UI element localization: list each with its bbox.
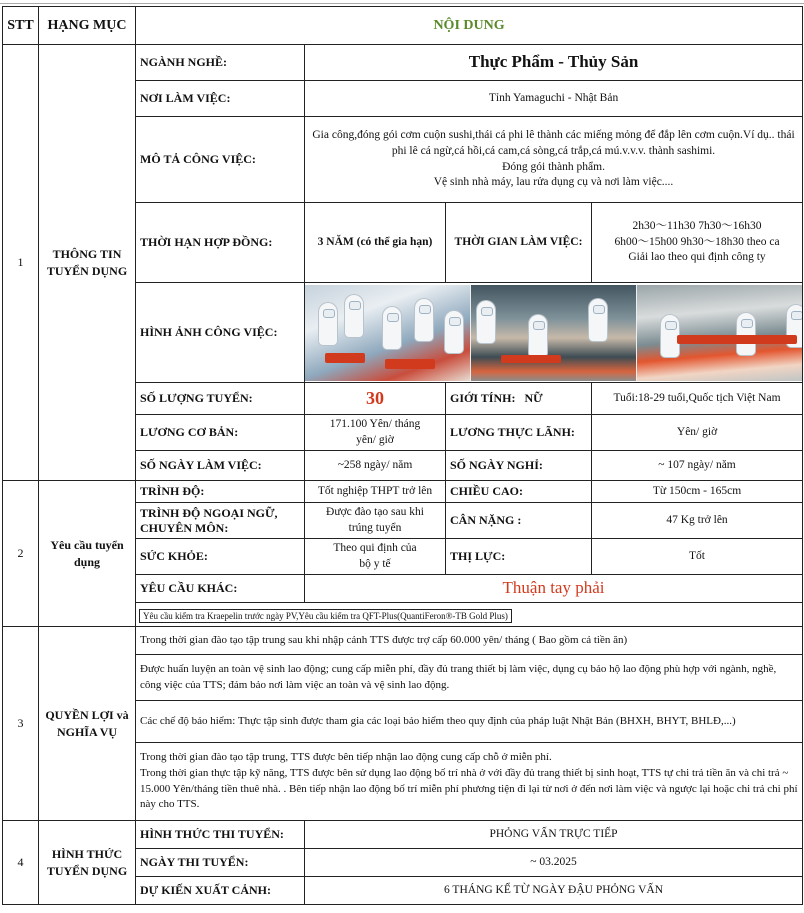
work-photo-2: [471, 285, 637, 381]
hinh-thuc-value: PHỎNG VẤN TRỰC TIẾP: [305, 821, 803, 849]
luong-thuc-value: Yên/ giờ: [592, 415, 803, 451]
section-4-stt: 4: [3, 821, 39, 905]
nganh-nghe-value: Thực Phẩm - Thủy Sản: [468, 52, 639, 72]
row-hinh-thuc: [3, 821, 803, 849]
ngoai-ngu-label: TRÌNH ĐỘ NGOẠI NGỮ, CHUYÊN MÔN:: [136, 503, 305, 539]
quyen-loi-p1: Trong thời gian đào tạo tập trung sau khi nhập cảnh TTS được trợ cấp 60.000 yên/ tháng ( Bao gồm cả tiền ăn): [136, 627, 803, 655]
mo-ta-line3: Vệ sinh nhà máy, lau rửa dụng cụ và nơi làm việc....: [433, 176, 674, 189]
thoi-gian-label: THỜI GIAN LÀM VIỆC:: [446, 203, 592, 283]
quyen-loi-p4b: Trong thời gian thực tập kỹ năng, TTS được bên sử dụng lao động bố trí nhà ở với đầy đủ trang thiết bị sinh hoạt, TTS tự chi trả tiền ăn và chi trả ~ 15.000 Yên/tháng tiền thuê nhà. . Bên tiếp nhận lao động bố trí miễn phí phương tiện đi lại từ nơi ở đến nơi làm việc và ngược lại hoặc chi trả chi phí này cho TTS.: [140, 766, 798, 811]
ngoai-ngu-line1: Được đào tạo sau khi: [326, 506, 424, 519]
so-ngay-lam-label: SỐ NGÀY LÀM VIỆC:: [136, 451, 305, 481]
section-3-title: QUYỀN LỢI và NGHĨA VỤ: [39, 627, 136, 821]
section-1-stt: 1: [3, 45, 39, 481]
section-2-title: Yêu cầu tuyển dụng: [39, 481, 136, 627]
so-ngay-nghi-value: ~ 107 ngày/ năm: [592, 451, 803, 481]
suc-khoe-label: SỨC KHỎE:: [136, 539, 305, 575]
trinh-do-value: Tốt nghiệp THPT trở lên: [305, 481, 446, 503]
can-nang-value: 47 Kg trở lên: [592, 503, 803, 539]
mo-ta-line1: Gia công,đóng gói cơm cuộn sushi,thái cá phi lê thành các miếng mỏng để đắp lên cơm cuộn.Ví dụ.. thái phi lê cá ngừ,cá hồi,cá cam,cá sòng,cá trắp,cá mú.v.v.v. thành sashimi.: [312, 129, 795, 157]
thi-luc-label: THỊ LỰC:: [446, 539, 592, 575]
du-kien-label: DỰ KIẾN XUẤT CẢNH:: [136, 877, 305, 905]
header-stt: STT: [3, 7, 39, 45]
thoi-gian-line3: Giải lao theo qui định công ty: [628, 251, 766, 264]
trinh-do-label: TRÌNH ĐỘ:: [136, 481, 305, 503]
noi-lam-viec-label: NƠI LÀM VIỆC:: [136, 81, 305, 117]
section-2-stt: 2: [3, 481, 39, 627]
hinh-thuc-label: HÌNH THỨC THI TUYỂN:: [136, 821, 305, 849]
header-hang-muc: HẠNG MỤC: [39, 7, 136, 45]
work-photo-3: [637, 285, 802, 381]
mo-ta-label: MÔ TẢ CÔNG VIỆC:: [136, 117, 305, 203]
top-rule: [0, 0, 804, 4]
ngay-thi-label: NGÀY THI TUYỂN:: [136, 849, 305, 877]
mo-ta-line2: Đóng gói thành phẩm.: [502, 160, 605, 173]
noi-lam-viec-value: Tỉnh Yamaguchi - Nhật Bản: [305, 81, 803, 117]
ngoai-ngu-line2: trúng tuyển: [348, 521, 402, 534]
chieu-cao-value: Từ 150cm - 165cm: [592, 481, 803, 503]
so-luong-label: SỐ LƯỢNG TUYỂN:: [136, 383, 305, 415]
so-luong-value: 30: [366, 388, 384, 409]
row-nganh-nghe: [3, 45, 803, 81]
so-ngay-lam-value: ~258 ngày/ năm: [305, 451, 446, 481]
header-noi-dung: NỘI DUNG: [136, 7, 803, 45]
work-photos: [305, 285, 802, 381]
nganh-nghe-label: NGÀNH NGHỀ:: [136, 45, 305, 81]
luong-line2: yên/ giờ: [356, 433, 394, 446]
thi-luc-value: Tốt: [592, 539, 803, 575]
luong-thuc-label: LƯƠNG THỰC LÃNH:: [446, 415, 592, 451]
luong-line1: 171.100 Yên/ tháng: [329, 418, 421, 430]
luong-label: LƯƠNG CƠ BẢN:: [136, 415, 305, 451]
yeu-cau-khac-value: Thuận tay phải: [502, 578, 605, 598]
header-row: [3, 7, 803, 45]
gioi-tinh-label: GIỚI TÍNH:: [450, 391, 516, 405]
chieu-cao-label: CHIỀU CAO:: [446, 481, 592, 503]
gioi-tinh-value: NỮ: [524, 391, 543, 405]
du-kien-value: 6 THÁNG KỂ TỪ NGÀY ĐẬU PHỎNG VẤN: [305, 877, 803, 905]
yeu-cau-khac-label: YÊU CẦU KHÁC:: [136, 575, 305, 603]
thoi-gian-line1: 2h30～11h30 7h30～16h30: [632, 220, 762, 233]
work-photo-1: [305, 285, 471, 381]
suc-khoe-line2: bộ y tế: [359, 557, 391, 570]
tuoi-value: Tuổi:18-29 tuổi,Quốc tịch Việt Nam: [592, 383, 803, 415]
thoi-gian-line2: 6h00～15h00 9h30～18h30 theo ca: [614, 235, 780, 248]
row-trinh-do: [3, 481, 803, 503]
thoi-han-value: 3 NĂM (có thể gia hạn): [305, 203, 446, 283]
quyen-loi-p2: Được huấn luyện an toàn vệ sinh lao động; cung cấp miễn phí, đầy đủ trang thiết bị làm việc, dụng cụ bảo hộ lao động phù hợp với ngành, nghề, công việc của TTS; đảm bảo nơi làm việc an toàn và vệ sinh lao động.: [136, 655, 803, 701]
suc-khoe-line1: Theo qui định của: [333, 542, 417, 555]
hinh-anh-label: HÌNH ẢNH CÔNG VIỆC:: [136, 283, 305, 383]
kraepelin-note: Yêu cầu kiểm tra Kraepelin trước ngày PV,Yêu cầu kiểm tra QFT-Plus(QuantiFeron®-TB Gold Plus): [139, 609, 512, 623]
quyen-loi-p4a: Trong thời gian đào tạo tập trung, TTS được bên tiếp nhận lao động cung cấp chỗ ở miễn phí.: [140, 750, 552, 763]
so-ngay-nghi-label: SỐ NGÀY NGHỈ:: [446, 451, 592, 481]
ngay-thi-value: ~ 03.2025: [305, 849, 803, 877]
row-quyen-loi-1: [3, 627, 803, 655]
section-4-title: HÌNH THỨC TUYỂN DỤNG: [39, 821, 136, 905]
can-nang-label: CÂN NẶNG :: [446, 503, 592, 539]
thoi-han-label: THỜI HẠN HỢP ĐỒNG:: [136, 203, 305, 283]
job-info-table: [2, 6, 803, 905]
section-3-stt: 3: [3, 627, 39, 821]
section-1-title: THÔNG TIN TUYỂN DỤNG: [39, 45, 136, 481]
quyen-loi-p3: Các chế độ bảo hiểm: Thực tập sinh được tham gia các loại bảo hiểm theo quy định của pháp luật Nhật Bản (BHXH, BHYT, BHLĐ,...): [136, 701, 803, 743]
